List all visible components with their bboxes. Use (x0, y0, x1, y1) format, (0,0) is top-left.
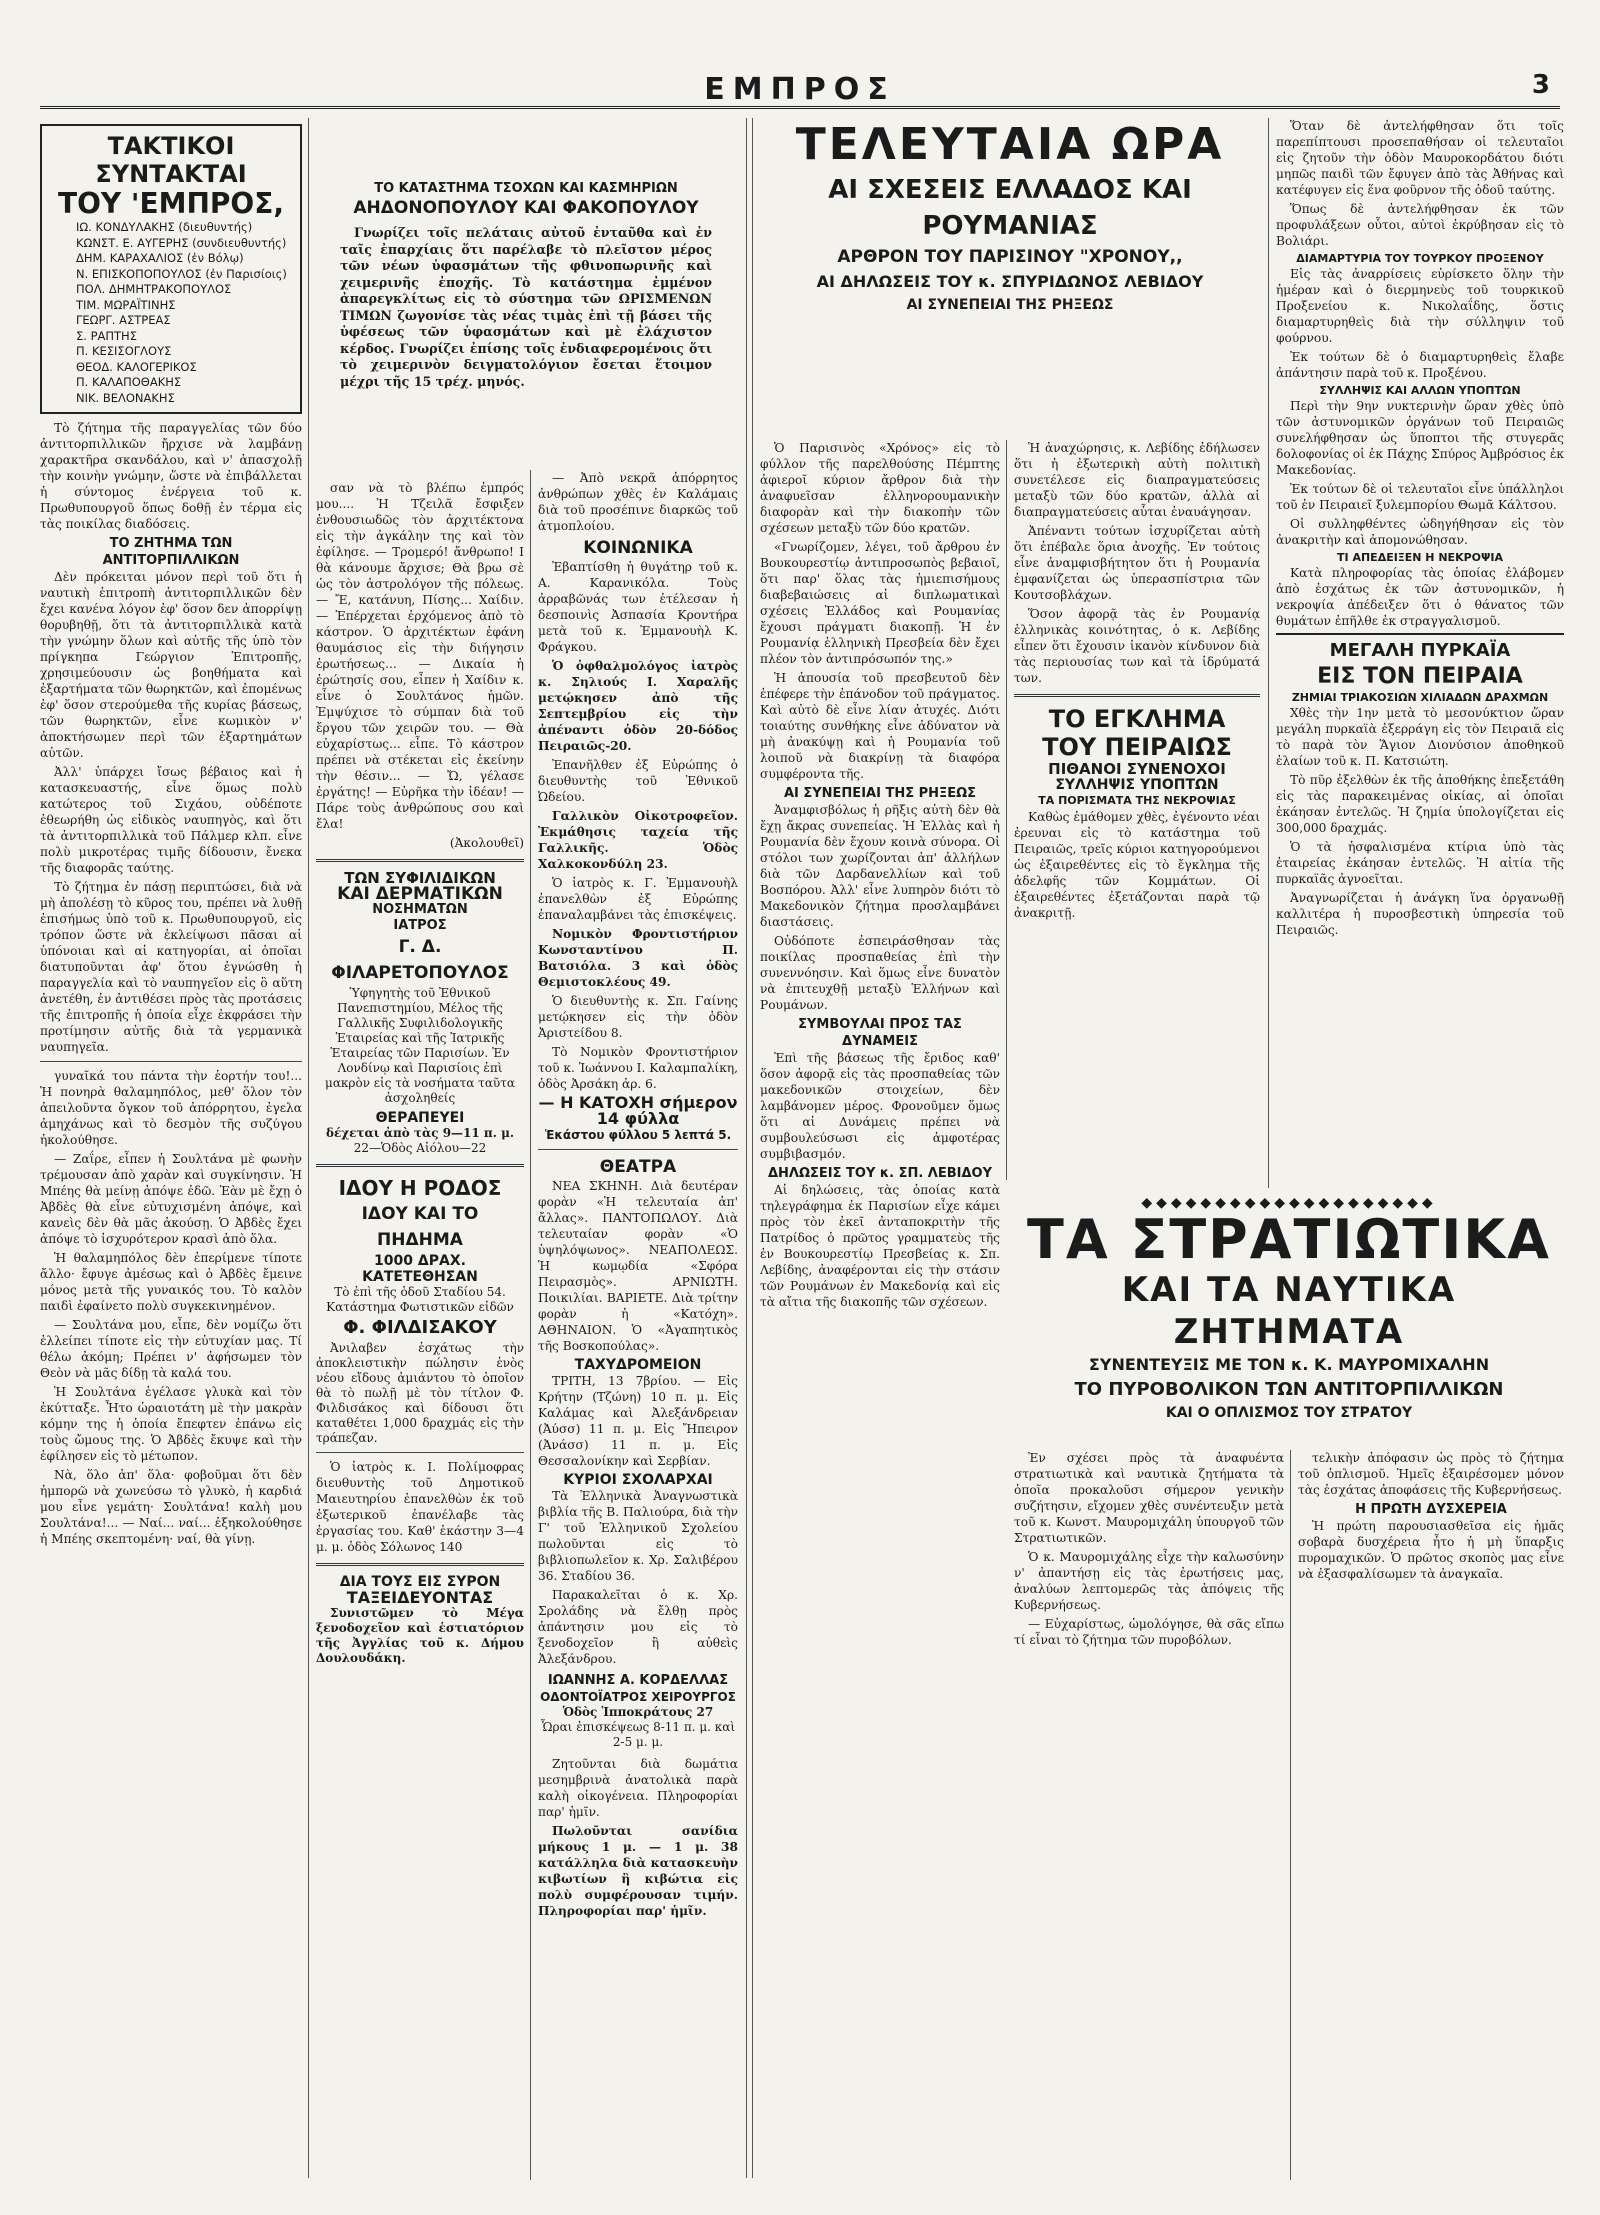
divider (1276, 633, 1564, 635)
doctor-credentials: Ὑφηγητὴς τοῦ Ἐθνικοῦ Πανεπιστημίου, Μέλος τῆς Γαλλικῆς Συφιλιδολογικῆς Ἑταιρείας καὶ τῆς Ἰατρικῆς Ἑταιρείας τῶν Παρισίων. Ἐν Λονδίνῳ καὶ Παρισίοις ἐπὶ μακρὸν εἰς τὰ νοσήματα ταῦτα ἀσχοληθείς (325, 986, 515, 1105)
article-paragraph: Ἡ πρώτη παρουσιασθεῖσα εἰς ἡμᾶς σοβαρὰ δυσχέρεια ἦτο ἡ μὴ ὕπαρξις πυρομαχικῶν. Ὁ πρῶτος σκοπὸς μας εἶνε νὰ ἐξασφαλίσωμεν τὰ ἀναγκαῖα. (1298, 1519, 1564, 1581)
article-paragraph: Ἐκ τούτων δὲ ὁ διαμαρτυρηθεὶς ἔλαβε ἀπάντησιν παρὰ τοῦ κ. Προξένου. (1276, 350, 1564, 380)
divider (538, 1149, 738, 1150)
katoxh-heading: — Η ΚΑΤΟΧΗ σήμερον 14 φύλλα (538, 1093, 738, 1128)
military-title-2: ΚΑΙ ΤΑ ΝΑΥΤΙΚΑ ΖΗΤΗΜΑΤΑ (1121, 1270, 1457, 1352)
column-6 (1014, 440, 1260, 1180)
news-item: Ζητοῦνται διὰ δωμάτια μεσημβρινὰ ἀνατολικὰ παρὰ καλὴ οἰκογένεια. Πληροφορίαι παρ' ἡμῖν. (538, 1757, 738, 1819)
column-6-lower (1014, 1450, 1284, 2180)
military-subtitle: ΤΟ ΠΥΡΟΒΟΛΙΚΟΝ ΤΩΝ ΑΝΤΙΤΟΡΠΙΛΛΙΚΩΝ (1074, 1379, 1504, 1400)
doctor-ad-line: ΤΩΝ ΣΥΦΙΛΙΔΙΚΩΝ (344, 869, 496, 887)
headline-subtitle: ΑΙ ΣΧΕΣΕΙΣ ΕΛΛΑΔΟΣ ΚΑΙ ΡΟΥΜΑΝΙΑΣ (828, 175, 1192, 241)
staff-item: Ν. ΕΠΙΣΚΟΠΟΠΟΥΛΟΣ (ἐν Παρισίοις) (76, 266, 287, 281)
syros-ad-line: ΤΑΞΕΙΔΕΥΟΝΤΑΣ (346, 1588, 494, 1607)
dentist-title: ΟΔΟΝΤΟΪΑΤΡΟΣ ΧΕΙΡΟΥΡΓΟΣ (540, 1690, 736, 1704)
article-paragraph: Τὸ ζήτημα ἐν πάσῃ περιπτώσει, διὰ νὰ μὴ ἀπολέσῃ τὸ κῦρος του, πρέπει νὰ λυθῇ ἐπισήμως ὑπὸ τοῦ κ. Πρωθυπουργοῦ, εἰς τρόπον ὥστε νὰ ἐκλείψωσι πᾶσαι αἱ ὑπόνοιαι καὶ αἱ κατηγορίαι, αἱ ὁποῖαι διατυποῦνται ἀφ' ὅτου ἐγνώσθη ἡ παραγγελία καὶ τὸ ναυπηγεῖον εἰς ὃ αὕτη ἀνετέθη, ἐν ἀντιθέσει πρὸς τὰς προτάσεις τῆς ἐπιτροπῆς ἡ ὁποία εἶχε ἐκφράσει τὴν προτίμησιν αὐτῆς διὰ τὰ γερμανικὰ ναυπηγεῖα. (40, 880, 302, 1054)
article-paragraph: Ἐπὶ τῆς βάσεως τῆς ἔριδος καθ' ὅσον ἀφορᾷ εἰς τὰς προσπαθείας τῶν μακεδονικῶν στοιχείων, δὲν λαμβάνομεν μέρος. Φρονοῦμεν ὅμως ὅτι αἱ Δυνάμεις πρέπει νὰ συμβουλεύσωσι εἰς ἀμφοτέρας συμβιβασμόν. (760, 1051, 1000, 1161)
crime-heading: ΤΟ ΕΓΚΛΗΜΑ (1048, 705, 1226, 733)
serial-paragraph: Νὰ, ὅλο ἀπ' ὅλα· φοβοῦμαι ὅτι δὲν ἠμπορῶ νὰ χωνεύσω τὸ γλυκὸ, ἡ καρδιά μου εἶνε γεμάτη· Σουλτάνα! καλὴ μου Σουλτάνα!... — Ναί... ναί... ἐξηκολούθησε ἡ Μπέης σκεπτομένη· ναί, θὰ γίνῃ. (40, 1468, 302, 1546)
staff-box (40, 124, 302, 414)
staff-item: ΠΟΛ. ΔΗΜΗΤΡΑΚΟΠΟΥΛΟΣ (76, 282, 232, 296)
doctor-cure: ΘΕΡΑΠΕΥΕΙ (375, 1110, 465, 1126)
divider (316, 1164, 524, 1167)
news-item: Τὸ Νομικὸν Φροντιστήριον τοῦ κ. Ἰωάννου Ι. Καλαμπαλίκη, ὁδὸς Ἀρσάκη ἀρ. 6. (538, 1045, 738, 1091)
staff-item: ΙΩ. ΚΟΝΔΥΛΑΚΗΣ (διευθυντής) (76, 220, 253, 234)
staff-item: Π. ΚΑΛΑΠΟΘΑΚΗΣ (76, 375, 182, 389)
news-item: Ἐπανῆλθεν ἐξ Εὐρώπης ὁ διευθυντὴς τοῦ Ἐθνικοῦ Ὠδείου. (538, 758, 738, 804)
news-item: Πωλοῦνται σανίδια μήκους 1 μ. — 1 μ. 38 κατάλληλα διὰ κατασκευὴν κιβωτίων ἢ κιβώτια εἰς πολὺ συμφέρουσαν τιμήν. Πληροφορίαι παρ' ἡμῖν. (538, 1824, 738, 1918)
column-5 (760, 440, 1000, 2180)
staff-list (48, 220, 294, 406)
news-item: Τὰ Ἑλληνικὰ Ἀναγνωστικὰ βιβλία τῆς Β. Παλιούρα, διὰ τὴν Γ' τοῦ Ἑλληνικοῦ Σχολείου πωλοῦνται εἰς τὸ βιβλιοπωλεῖον κ. Χρ. Σαλιβέρου 36. Σταδίου 36. (538, 1489, 738, 1583)
article-paragraph: Ἀπέναντι τούτων ἰσχυρίζεται αὐτὴ ὅτι ἐπέβαλε ὅρια ἀνοχῆς. Ἐν τούτοις εἶνε ἀναμφισβήτητον ὅτι ἡ Ρουμανία ἐμφανίζεται ὡς ὑπερασπίστρια τῶν Κουτσοβλάχων. (1014, 524, 1260, 602)
divider (316, 859, 524, 862)
article-paragraph: Ὁ κ. Μαυρομιχάλης εἶχε τὴν καλωσύνην ν' ἀπαντήσῃ εἰς τὰς ἐρωτήσεις μας, ἀναλύων λεπτομερῶς τὰς ἀπόψεις τῆς Κυβερνήσεως. (1014, 1550, 1284, 1612)
syros-ad (316, 1574, 524, 1666)
article-paragraph: Οἱ συλληφθέντες ὡδηγήθησαν εἰς τὸν ἀνακριτὴν καὶ ἀπομονώθησαν. (1276, 517, 1564, 547)
article-subheading: ΣΥΛΛΗΨΙΣ ΚΑΙ ΑΛΛΩΝ ΥΠΟΠΤΩΝ (1319, 384, 1521, 397)
section-heading: ΘΕΑΤΡΑ (599, 1157, 677, 1177)
column-3 (316, 480, 524, 2180)
crime-subheading: ΣΥΛΛΗΨΙΣ ΥΠΟΠΤΩΝ (1055, 777, 1219, 793)
rhodes-ad-name: Φ. ΦΙΛΔΙΣΑΚΟΥ (343, 1317, 497, 1338)
fire-subheading: ΖΗΜΙΑΙ ΤΡΙΑΚΟΣΙΩΝ ΧΙΛΙΑΔΩΝ ΔΡΑΧΜΩΝ (1291, 691, 1549, 704)
article-paragraph: Τὸ ζήτημα τῆς παραγγελίας τῶν δύο ἀντιτορπιλλικῶν ἤρχισε νὰ λαμβάνῃ χαρακτῆρα σκανδάλου, καὶ ν' ἀπασχολῇ τὴν κοινὴν γνώμην, ὥστε νὰ ἐπιβάλλεται ἡ σύντομος ἐνέργεια τοῦ κ. Πρωθυπουργοῦ ὅπως δοθῇ ἐν τέρμα εἰς τὰς ποικίλας διαδόσεις. (40, 421, 302, 531)
column-rule (1268, 118, 1269, 1188)
doctor-ad-line: ΝΟΣΗΜΑΤΩΝ (372, 902, 468, 917)
article-paragraph: Ἡ ἀπουσία τοῦ πρεσβευτοῦ δὲν ἐπέφερε τὴν ἐπάνοδον τοῦ πράγματος. Καὶ αὐτὸ δὲ εἶνε λίαν ἀτυχές. Διότι τοιαύτης συνθήκης εἶνε ἀδύνατον νὰ μὴ ἀνακύψῃ καὶ ἡ Ρουμανία τοῦ λοιποῦ νὰ διακρίνῃ τὰ διαφόρα συμφέροντα τῆς. (760, 671, 1000, 781)
headline-block (760, 118, 1260, 438)
article-paragraph: Εἰς τὰς ἀναρρίσεις εὑρίσκετο ὅλην τὴν ἡμέραν καὶ ὁ διερμηνεὺς τοῦ τουρκικοῦ Προξενείου κ. Νικολαΐδης, ὅστις διαμαρτυρηθεὶς διὰ τὴν σύλληψιν τοῦ φούρνου. (1276, 267, 1564, 345)
serial-continued: (Ἀκολουθεῖ) (449, 836, 524, 850)
rhodes-ad-line: ΙΔΟΥ Η ΡΟΔΟΣ (338, 1176, 502, 1200)
article-paragraph: Ἐν σχέσει πρὸς τὰ ἀναφυέντα στρατιωτικὰ καὶ ναυτικὰ ζητήματα τὰ ὁποῖα προκαλοῦσι σήμερον γενικὴν συζήτησιν, εἴχομεν χθὲς συνέντευξιν μετὰ τοῦ κ. Κωνστ. Μαυρομιχάλη ὑπουργοῦ τῶν Στρατιωτικῶν. (1014, 1451, 1284, 1545)
article-paragraph: Ὅταν δὲ ἀντελήφθησαν ὅτι τοῖς παρεπίπτουσι προσεπαθήσαν οἱ τελευταῖοι εἰς ζητοῦν τὴν ὁδὸν Μαυροκορδάτου διότι μηπῶς παιδὶ τῶν ἔφυγεν ἀπὸ τὰς Ἀθήνας καὶ κατέφυγεν εἰς ἕνα φοῦρνον τῆς ὁδοῦ ταύτης. (1276, 119, 1564, 197)
katoxh-price: Ἑκάστου φύλλου 5 λεπτά 5. (544, 1128, 732, 1142)
article-paragraph: Ἐκ τούτων δὲ οἱ τελευταῖοι εἶνε ὑπάλληλοι τοῦ ἐν Πειραιεῖ ξυλεμπορίου Θωμᾶ Κάλτσου. (1276, 482, 1564, 512)
headline-title: ΤΕΛΕΥΤΑΙΑ ΩΡΑ (795, 119, 1225, 170)
article-paragraph: «Γνωρίζομεν, λέγει, τοῦ ἄρθρου ἐν Βουκουρεστίῳ ἀντιπροσωπὸς βεβαιοῖ, ὅτι παρ' ὅλας τὰς ἡμιεπισήμους διαβεβαιώσεις αἱ διπλωματικαὶ σχέσεις Ἑλλάδος καὶ Ρουμανίας ἔχουσι πράγματι διακοπῇ. Ἡ ἐν Ρουμανίᾳ ἑλληνικὴ Πρεσβεία δὲν ἔχει πλέον τὸν ἀντιπρόσωπόν της.» (760, 540, 1000, 666)
column-rule (530, 470, 531, 2180)
staff-item: ΓΕΩΡΓ. ΑΣΤΡΕΑΣ (76, 313, 171, 327)
military-headline (1014, 1195, 1564, 1435)
divider (316, 1452, 524, 1453)
article-paragraph: Οὐδόποτε ἐσπειράσθησαν τὰς ποικίλας προσπαθείας ἐπὶ τὴν συνεννόησιν. Καὶ ὅμως εἶνε δυνατὸν νὰ ἐπιτευχθῇ μεταξὺ Ἑλλήνων καὶ Ρουμάνων. (760, 934, 1000, 1012)
serial-paragraph: — Ζαΐρε, εἶπεν ἡ Σουλτάνα μὲ φωνὴν τρέμουσαν ἀπὸ χαρὰν καὶ συγκίνησιν. Ἡ Μπέης θὰ μείνῃ ἀπόψε ἐδῶ. Ἐὰν μὲ ἔχῃ ὁ Ἀβδὲς θὰ εἶνε εὐτυχισμένη ἀπόψε, καὶ κανεὶς δὲν θὰ μᾶς ἀκούσῃ. Ὁ Ἀβδὲς ἔχει ἀπόψε τὸ ἰσχυρότερον κρασὶ ἀπὸ ὅλα. (40, 1152, 302, 1246)
doctor-hours: δέχεται ἀπὸ τὰς 9—11 π. μ. (325, 1126, 515, 1140)
masthead (40, 68, 1560, 109)
article-subheading: ΔΗΛΩΣΕΙΣ ΤΟΥ κ. ΣΠ. ΛΕΒΙΔΟΥ (767, 1166, 993, 1181)
article-subheading: ΑΙ ΣΥΝΕΠΕΙΑΙ ΤΗΣ ΡΗΞΕΩΣ (783, 786, 977, 801)
staff-item: ΝΙΚ. ΒΕΛΟΝΑΚΗΣ (76, 390, 175, 405)
crime-subheading: ΤΑ ΠΟΡΙΣΜΑΤΑ ΤΗΣ ΝΕΚΡΟΨΙΑΣ (1038, 794, 1236, 807)
headline-subtitle: ΑΙ ΔΗΛΩΣΕΙΣ ΤΟΥ κ. ΣΠΥΡΙΔΩΝΟΣ ΛΕΒΙΔΟΥ (816, 272, 1204, 291)
article-paragraph: Ἀναμφισβόλως ἡ ρῆξις αὐτὴ δὲν θὰ ἔχῃ ἄκρας συνεπείας. Ἡ Ἑλλὰς καὶ ἡ Ρουμανία δὲν ἔχουν κοινὰ σύνορα. Οἱ στόλοι των χωρίζονται ἀπ' ἀλλήλων διὰ τῶν Δαρδανελλίων καὶ τοῦ Βοσπόρου. Ἀλλ' εἶνε λυπηρὸν διότι τὸ Μακεδονικὸν ζήτημα προσλαμβάνει διαστάσεις. (760, 803, 1000, 929)
article-paragraph: Ὁ Παρισινὸς «Χρόνος» εἰς τὸ φύλλον τῆς παρελθούσης Πέμπτης ἀφιεροῖ κύριον ἄρθρον διὰ τὴν ἀναφυεῖσαν ἑλληνορουμανικὴν διαφορὰν καὶ τὴν διακοπὴν τῶν σχέσεων μεταξὺ τῶν δύο κρατῶν. (760, 441, 1000, 535)
article-subheading: ΣΥΜΒΟΥΛΑΙ ΠΡΟΣ ΤΑΣ ΔΥΝΑΜΕΙΣ (798, 1017, 962, 1049)
column-rule (308, 118, 309, 2178)
news-item: Γαλλικὸν Οἰκοτροφεῖον. Ἐκμάθησις ταχεία τῆς Γαλλικῆς. Ὁδὸς Χαλκοκονδύλη 23. (538, 809, 738, 871)
serial-paragraph: γυναῖκά του πάντα τὴν ἑορτήν του!... Ἡ πονηρὰ θαλαμηπόλος, μεθ' ὅλον τὸν ἀπειλοῦντα ὄγκον τοῦ ἀπόρρητου, ἐγελα ἀμηχάνως καὶ τὸ δεσμὸν τῆς συζύγου ἠκολούθησε. (40, 1069, 302, 1147)
staff-item: ΘΕΟΔ. ΚΑΛΟΓΕΡΙΚΟΣ (76, 359, 197, 374)
article-paragraph: Ἡ ἀναχώρησις, κ. Λεβίδης ἐδήλωσεν ὅτι ἡ ἐξωτερικὴ αὐτὴ πολιτικὴ συνετέλεσε εἰς διαπραγματεύσεις μεταξὺ τῶν δύο κρατῶν, ἀλλὰ αἱ διαπραγματεύσεις αὗται ἐναυάγησαν. (1014, 441, 1260, 519)
military-title: ΤΑ ΣΤΡΑΤΙΩΤΙΚΑ (1027, 1208, 1551, 1271)
article-subheading: Η ΠΡΩΤΗ ΔΥΣΧΕΡΕΙΑ (1355, 1502, 1507, 1517)
staff-item: Σ. ΡΑΠΤΗΣ (76, 328, 137, 343)
staff-item: Π. ΚΕΣΙΣΟΓΛΟΥΣ (76, 344, 172, 358)
article-paragraph: Τὸ πῦρ ἐξελθὼν ἐκ τῆς ἀποθήκης ἐπεξετάθη εἰς τὰς παρακειμένας οἰκίας, αἱ ὁποῖαι ἐκάησαν ἐντελῶς. Ἡ ζημία ὑπολογίζεται εἰς 300,000 δραχμάς. (1276, 773, 1564, 835)
staff-heading-2: ΤΟΥ 'ΕΜΠΡΟΣ, (57, 187, 284, 220)
crime-heading: ΤΟΥ ΠΕΙΡΑΙΩΣ (1042, 733, 1232, 761)
section-heading: ΤΑΧΥΔΡΟΜΕΙΟΝ (574, 1357, 702, 1373)
section-heading: ΚΥΡΙΟΙ ΣΧΟΛΑΡΧΑΙ (563, 1472, 713, 1488)
headline-subtitle: ΑΡΘΡΟΝ ΤΟΥ ΠΑΡΙΣΙΝΟΥ "ΧΡΟΝΟΥ,, (837, 247, 1183, 267)
article-paragraph: Αἱ δηλώσεις, τὰς ὁποίας κατὰ τηλεγράφημα ἐκ Παρισίων εἶχε κάμει πρὸς τὸν ἐκεῖ ἀνταποκριτὴν τῆς Πατρίδος ὁ πρῶτος γραμματεὺς τῆς ἐν Βουκουρεστίῳ Πρεσβείας κ. Σπ. Λεβίδης, ἀναφέρονται εἰς τὴν στάσιν τῶν Ρουμάνων ἐν Μακεδονίᾳ καὶ εἰς τὰ αἴτια τῆς διακοπῆς τῶν σχέσεων. (760, 1183, 1000, 1309)
doctor-notice: Ὁ ἰατρὸς κ. Ι. Πολίμοφρας διευθυντὴς τοῦ Δημοτικοῦ Μαιευτηρίου ἐπανελθὼν ἐκ τοῦ ἐξωτερικοῦ ἐπανέλαβε τὰς ἐργασίας του. Καθ' ἑκάστην 3—4 μ. μ. ὁδὸς Σόλωνος 140 (316, 1460, 524, 1554)
article-subheading: ΔΙΑΜΑΡΤΥΡΙΑ ΤΟΥ ΤΟΥΡΚΟΥ ΠΡΟΞΕΝΟΥ (1296, 252, 1544, 265)
dentist-hours: Ὧραι ἐπισκέψεως 8-11 π. μ. καὶ 2-5 μ. μ. (540, 1720, 736, 1749)
news-item: Παρακαλεῖται ὁ κ. Χρ. Σρολάδης νὰ ἔλθῃ πρὸς ἀπάντησιν μου εἰς τὸ ξενοδοχεῖον ἢ αὐθεὶς Ἀλεξάνδρου. (538, 1588, 738, 1666)
serial-paragraph: Ἡ θαλαμηπόλος δὲν ἐπερίμενε τίποτε ἄλλο· ἔφυγε ἀμέσως καὶ ὁ Ἀβδὲς ἔμεινε μόνος μετὰ τῆς γυναικός του. Τὸ καλὸν παιδὶ ἐφαίνετο πολὺ συγκεκινημένον. (40, 1251, 302, 1313)
syros-ad-text: Συνιστῶμεν τὸ Μέγα ξενοδοχεῖον καὶ ἑστιατόριον τῆς Ἀγγλίας τοῦ κ. Δήμου Δουλουδάκη. (316, 1606, 524, 1665)
shop-ad-heading: ΤΟ ΚΑΤΑΣΤΗΜΑ ΤΣΟΧΩΝ ΚΑΙ ΚΑΣΜΗΡΙΩΝ (374, 181, 678, 196)
serial-paragraph: — Σουλτάνα μου, εἶπε, δὲν νομίζω ὅτι ἐλλείπει τίποτε εἰς τὴν εὐτυχίαν μας. Τί θέλω ἀκόμη; Πρέπει ν' ἀφήσωμεν τὸν Θεὸν νὰ μᾶς δίδῃ τὰ καλά του. (40, 1318, 302, 1380)
article-paragraph: Ὅσον ἀφορᾷ τὰς ἐν Ρουμανίᾳ ἑλληνικὰς κοινότητας, ὁ κ. Λεβίδης εἶπεν ὅτι ἔχουσιν ἱκανὸν κίνδυνον διὰ τὰς περιουσίας των καὶ τὰ ἱδρύματά των. (1014, 607, 1260, 685)
rhodes-ad-more: Ἀνιλαβεν ἐσχάτως τὴν ἀποκλειστικὴν πώλησιν ἑνὸς νέου εἴδους ἀμιάντου τὸ ὁποῖον θὰ τὸ πωλῇ μὲ τὸν τίτλον Φ. Φιλδισάκος καὶ δίδουσι ὅτι καταθέτει 1,000 δραχμάς εἰς τὴν τράπεζαν. (316, 1341, 524, 1445)
column-rule (1290, 1450, 1291, 2180)
news-item: Ἐβαπτίσθη ἡ θυγάτηρ τοῦ κ. Α. Καρανικόλα. Τοὺς ἀρραβῶνάς των ἐτέλεσαν ἡ δεσποινὶς Ἀσπασία Κροντήρα μετὰ τοῦ κ. Ἐμμανουὴλ Κ. Φράγκου. (538, 560, 738, 654)
military-subtitle: ΚΑΙ Ο ΟΠΛΙΣΜΟΣ ΤΟΥ ΣΤΡΑΤΟΥ (1165, 1405, 1413, 1421)
doctor-address: 22—Ὁδὸς Αἰόλου—22 (353, 1141, 487, 1155)
serial-paragraph: Ἡ Σουλτάνα ἐγέλασε γλυκὰ καὶ τὸν ἐκύτταξε. Ἦτο ὡραιοτάτη μὲ τὴν μακρὰν κόμην της ἡ ὁποία ἔπεφτεν ἐπάνω εἰς τοὺς ὤμους της. Ὁ Ἀβδὲς ἔκυψε καὶ τὴν ἐφίλησεν εἰς τὸ μέτωπον. (40, 1385, 302, 1463)
column-7 (1276, 118, 1564, 1193)
news-item: Νομικὸν Φροντιστήριον Κωνσταντίνου Π. Βατσιόλα. 3 καὶ ὁδὸς Θεμιστοκλέους 49. (538, 927, 738, 989)
column-rule (746, 118, 747, 2178)
syros-ad-line: ΔΙΑ ΤΟΥΣ ΕΙΣ ΣΥΡΟΝ (339, 1574, 501, 1590)
article-paragraph: Ἀλλ' ὑπάρχει ἴσως βέβαιος καὶ ἡ κατασκευαστής, εἶνε ὅμως πολὺ κατώτερος τοῦ Σιχάου, οὐδέποτε ἐθεωρήθη ὡς εἰδικὸς ναυπηγὸς, καὶ ὅτι τὰ ἀντιτορπιλλικὰ τοῦ Πάλμερ κλπ. εἶνε πολὺ μικροτέρας τιμῆς δίδουσιν, ἔνεκα τῆς διαφορᾶς ταύτης. (40, 765, 302, 875)
dentist-address: Ὁδὸς Ἱπποκράτους 27 (562, 1705, 714, 1719)
dentist-name: ΙΩΑΝΝΗΣ Α. ΚΟΡΔΕΛΛΑΣ (547, 1673, 729, 1688)
article-paragraph: Καθὼς ἐμάθομεν χθὲς, ἐγένοντο νέαι ἐρευναι εἰς τὸ κατάστημα τοῦ Πειραιῶς, τρεῖς κύριοι κατηγορούμενοι ὡς ἐξαιρεθέντες εἰς τὸ ἔγκλημα τῆς ἀδελφῆς τῶν Κομμάτων. Οἱ ἐξαιρεθέντες ἐξετάζονται παρὰ τῷ ἀνακριτῇ. (1014, 810, 1260, 920)
divider (316, 1563, 524, 1566)
column-rule (1006, 440, 1007, 1180)
military-subtitle: ΣΥΝΕΝΤΕΥΞΙΣ ΜΕ ΤΟΝ κ. Κ. ΜΑΥΡΟΜΙΧΑΛΗΝ (1088, 1355, 1490, 1374)
news-item: Ὁ ὀφθαλμολόγος ἰατρὸς κ. Σηλιούς Ι. Χαραλῆς μετῴκησεν ἀπὸ τῆς Σεπτεμβρίου εἰς τὴν ἀπέναντι ὁδὸν 20-δόδος Πειραιῶς-20. (538, 659, 738, 753)
theatre-listing: ΝΕΑ ΣΚΗΝΗ. Διὰ δευτέραν φορὰν «Ἡ τελευταία ἀπ' ἄλλας». ΠΑΝΤΟΠΩΛΟΥ. Διὰ τελευταίαν φορὰν «Ὁ ὑψηλόψωνος». ΝΕΑΠΟΛΕΩΣ. Ἡ κωμῳδία «Σφόρα Πειρασμὸς». ΑΡΝΙΩΤΗ. Ποικιλίαι. ΒΑΡΙΕΤΕ. Διὰ τρίτην φορὰν ἡ «Κατόχη». ΑΘΗΝΑΙΟΝ. Ὁ «Ἀγαπητικὸς τῆς Βοσκοπούλας». (538, 1179, 738, 1353)
page-number: 3 (1531, 70, 1550, 100)
crime-subheading: ΠΙΘΑΝΟΙ ΣΥΝΕΝΟΧΟΙ (1048, 760, 1226, 778)
article-paragraph: Περὶ τὴν 9ην νυκτερινὴν ὥραν χθὲς ὑπὸ τῶν ἀστυνομικῶν ὀργάνων τοῦ Πειραιῶς συνελήφθησαν ὡς ὕποπτοι τῆς στυγερᾶς δολοφονίας οἱ ἐκ Πάχης Σπύρος Ἀμβρόσιος ἐκ Μακεδονίας. (1276, 399, 1564, 477)
shop-ad-name: ΑΗΔΟΝΟΠΟΥΛΟΥ ΚΑΙ ΦΑΚΟΠΟΥΛΟΥ (353, 198, 699, 218)
column-1 (40, 118, 302, 2178)
ornament-divider: ◆◆◆◆◆◆◆◆◆◆◆◆◆◆◆◆◆◆◆◆ (1141, 1195, 1437, 1211)
divider (40, 1061, 302, 1062)
post-listing: ΤΡΙΤΗ, 13 7βρίου. — Εἰς Κρήτην (Τζώνη) 10 π. μ. Εἰς Καλάμας καὶ Ἀλεξάνδρειαν (Ἀύσσ) 11 π. μ. Εἰς Ἤπειρον (Ἀνάσσ) 11 π. μ. Εἰς Θεσσαλονίκην καὶ Σερβίαν. (538, 1374, 738, 1468)
article-paragraph: Ἀναγνωρίζεται ἡ ἀνάγκη ἵνα ὀργανωθῇ καλλιτέρα ἡ πυροσβεστικὴ ὑπηρεσία τοῦ Πειραιῶς. (1276, 891, 1564, 937)
staff-item: ΚΩΝΣΤ. Ε. ΑΥΓΕΡΗΣ (συνδιευθυντής) (76, 235, 287, 250)
doctor-ad-line: ΙΑΤΡΟΣ (393, 918, 447, 933)
staff-item: ΔΗΜ. ΚΑΡΑΧΑΛΙΟΣ (ἐν Βόλῳ) (76, 251, 244, 265)
rhodes-ad-text: Τὸ ἐπὶ τῆς ὁδοῦ Σταδίου 54. Κατάστημα Φωτιστικῶν εἰδῶν (326, 1285, 514, 1314)
article-paragraph: Ὅπως δὲ ἀντελήφθησαν ἐκ τῶν προφυλάξεων οὗτοι, αὐτοὶ ἐκρύβησαν εἰς τὸ Βολιάρι. (1276, 202, 1564, 248)
serial-paragraph: σαν νὰ τὸ βλέπω ἐμπρός μου.... Ἡ Τζειλᾶ ἔσφιξεν ἐνθουσιωδῶς τὸν ἀρχιτέκτονα εἰς τὴν ἀγκάλην της καὶ τὸν ἐφίλησε. — Τρομερό! ἄνθρωπο! Ι θὰ κάνουμε ἄρχισε; Θὰ βρω σὲ ὡς τὸν ἀστρολόγον τῆς πόλεως. — Ἔ, κατάνυη, Πίσης... Χαίδιν. — Ἐπέρχεται ἐρχόμενος ἀπὸ τὸ κάστρον. Ὁ ἀρχιτέκτων ἐφάνη θαυμάσιος εἰς τὴν διήγησιν ἐρωτήσεως... — Δικαία ἡ ἐρώτησίς σου, εἶπεν ἡ Χαίδιν κ. εἶνε ὁ Σουλτάνος ἡμῶν. Ἐμψύχισε τὸ σύμπαν διὰ τοῦ ἔργου τῶν χειρῶν του. — Θὰ εὐχαρίστως... εἶπε. Τὸ κάστρον πρέπει νὰ στέκεται εἰς ἐκείνην τὴν θέσιν... — Ὤ, γέλασε ἐργάτης! — Εὐρῆκα τὴν ἰδέαν! — Πάρε τοὺς ἀνθρώπους σου καὶ ἔλα! (316, 481, 524, 831)
shop-ad-text: Γνωρίζει τοῖς πελάταις αὐτοῦ ἐνταῦθα καὶ ἐν ταῖς ἐπαρχίαις ὅτι παρέλαβε τὸ πλεῖστον μέρος τῶν νέων ὑφασμάτων τῆς φθινοπωρινῆς καὶ χειμερινῆς ἐποχῆς. Τὸ κατάστημα ἐμμένον ἀπαρεγκλίτως εἰς τὸ σύστημα τῶν ΩΡΙΣΜΕΝΩΝ ΤΙΜΩΝ ζωγονίσε τὰς νέας τιμὰς ἐπὶ τῇ βάσει τῆς ὑφέσεως τῶν ὑφασμάτων καὶ μὲ ἐλάχιστον κέρδος. Γνωρίζει ἐπίσης τοῖς ἐνδιαφερομένοις ὅτι τὸ χειμερινὸν δειγματολόγιον ἔσεται ἕτοιμον μέχρι τῆς 15 τρέχ. μηνός. (340, 225, 712, 389)
newspaper-title: ΕΜΠΡΟΣ (704, 72, 896, 107)
doctor-name: Γ. Δ. ΦΙΛΑΡΕΤΟΠΟΥΛΟΣ (331, 937, 509, 983)
column-4 (538, 470, 738, 2180)
headline-subtitle: ΑΙ ΣΥΝΕΠΕΙΑΙ ΤΗΣ ΡΗΞΕΩΣ (906, 297, 1114, 313)
shop-ad (316, 180, 736, 440)
article-paragraph: τελικὴν ἀπόφασιν ὡς πρὸς τὸ ζήτημα τοῦ ὁπλισμοῦ. Ἡμεῖς ἐξαιρέσομεν μόνον τὰς ἐσχάτας ἀποφάσεις τῆς Κυβερνήσεως. (1298, 1451, 1564, 1497)
article-paragraph: Ὁ τὰ ἡσφαλισμένα κτίρια ὑπὸ τὰς ἐταιρείας ἐκάησαν ἐντελῶς. Ἡ αἰτία τῆς πυρκαϊᾶς ἀγνοεῖται. (1276, 840, 1564, 886)
divider (1014, 694, 1260, 697)
news-item: — Ἀπὸ νεκρᾶ ἀπόρρητος ἀνθρώπων χθὲς ἐν Καλάμαις διὰ τοῦ προσέπινε διαρκῶς τοῦ ἀτμοπλοίου. (538, 471, 738, 533)
article-paragraph: — Εὐχαρίστως, ὡμολόγησε, θὰ σᾶς εἴπω τί εἶναι τὸ ζήτημα τῶν πυροβόλων. (1014, 1617, 1284, 1647)
staff-heading: ΤΑΚΤΙΚΟΙ ΣΥΝΤΑΚΤΑΙ (95, 132, 247, 188)
article-paragraph: Κατὰ πληροφορίας τὰς ὁποίας ἐλάβομεν ἀπὸ ἐσχάτως ἐκ τῶν ἀστυνομικῶν, ἡ νεκροψία ἀπέδειξεν ὅτι ὁ θάνατος τῶν θυμάτων ἐπῆλθε ἐκ στραγγαλισμοῦ. (1276, 566, 1564, 628)
section-heading: ΚΟΙΝΩΝΙΚΑ (583, 538, 693, 558)
doctor-ad-line: ΚΑΙ ΔΕΡΜΑΤΙΚΩΝ (337, 884, 503, 904)
column-rule (752, 118, 753, 2178)
article-paragraph: Δὲν πρόκειται μόνον περὶ τοῦ ὅτι ἡ ναυτικὴ ἐπιτροπὴ ἀντιτορπιλλικῶν δὲν ἔχει κανένα λόγον ἐφ' ὅσον δεν ἀπορρίψῃ θορυβηθῇ, ὅτι τὰ ἀντιτορπιλλικὰ κατὰ τὴν γνώμην ὅλων καὶ αὐτῆς τῆς ὑπὸ τὸν πρίγκηπα Γεώργιον Ἐπιτροπῆς, χρησιμεύουσιν ὡς βοηθήματα καὶ ἐξαρτήματα τῶν θωρηκτῶν, καὶ ἐπομένως ἐφ' ὅσον στερούμεθα τῆς κυρίας βάσεως, τῶν θωρηκτῶν, εἶνε κωμικὸν ν' ἀποκτήσωμεν περὶ τῶν ἐξαρτημάτων αὐτῶν. (40, 570, 302, 760)
dentist-ad (538, 1673, 738, 1750)
column-7-lower (1298, 1450, 1564, 2180)
news-item: Ὁ διευθυντὴς κ. Σπ. Γαίνης μετῴκησεν εἰς τὴν ὁδὸν Ἀριστείδου 8. (538, 994, 738, 1040)
staff-item: ΤΙΜ. ΜΩΡΑΪΤΙΝΗΣ (76, 297, 176, 312)
rhodes-ad-line: ΙΔΟΥ ΚΑΙ ΤΟ ΠΗΔΗΜΑ (361, 1204, 479, 1250)
article-subheading: ΤΙ ΑΠΕΔΕΙΞΕΝ Η ΝΕΚΡΟΨΙΑ (1337, 551, 1503, 564)
rhodes-ad-line: 1000 ΔΡΑΧ. ΚΑΤΕΤΕΘΗΣΑΝ (362, 1253, 478, 1285)
article-side-heading: ΤΟ ΖΗΤΗΜΑ ΤΩΝ ΑΝΤΙΤΟΡΠΙΛΛΙΚΩΝ (102, 536, 240, 568)
fire-heading: ΕΙΣ ΤΟΝ ΠΕΙΡΑΙΑ (1317, 664, 1523, 689)
rhodes-ad (316, 1175, 524, 1446)
news-item: Ὁ ἰατρὸς κ. Γ. Ἐμμανουὴλ ἐπανελθὼν ἐξ Εὐρώπης ἐπαναλαμβάνει τὰς ἐπισκέψεις. (538, 876, 738, 922)
doctor-ad (316, 870, 524, 1156)
article-paragraph: Χθὲς τὴν 1ην μετὰ τὸ μεσονύκτιον ὥραν μεγάλη πυρκαϊὰ ἐξερράγη εἰς τὸν Πειραιᾶ εἰς τὸ παρὰ τὸν Ἅγιον Διονύσιον ἀποθηκοῦ ἐλαίων τοῦ κ. Π. Κατσιώτη. (1276, 706, 1564, 768)
fire-heading: ΜΕΓΑΛΗ ΠΥΡΚΑΪΑ (1329, 640, 1511, 661)
